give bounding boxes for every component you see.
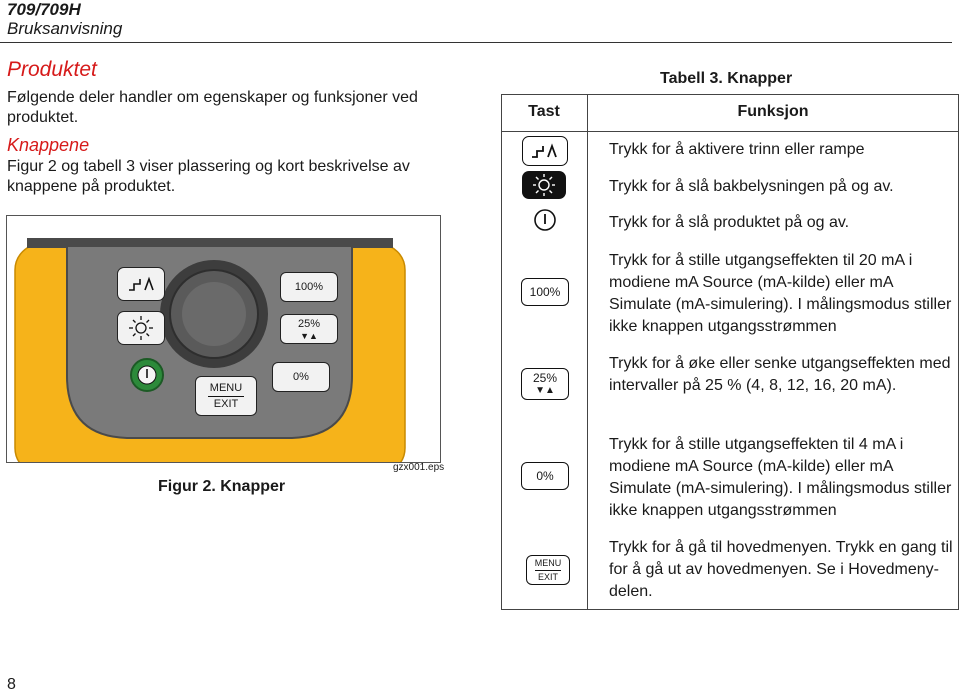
table-row-3-function: Trykk for å slå produktet på og av. [609,214,850,231]
column-header-function: Funksjon [737,103,809,120]
table-row-2-function: Trykk for å slå bakbelysningen på og av. [609,178,894,195]
table-row-5-function: Trykk for å øke eller senke utgangseffekten med intervaller på 25 % (4, 8, 12, 16, 20 mA). [609,355,951,394]
body-paragraph: Figur 2 og tabell 3 viser plassering og kort beskrivelse av knappene på produktet. [7,158,410,195]
step-ramp-icon [523,137,567,165]
table-key-step-ramp [522,136,568,166]
menu-label: MENU [209,382,243,394]
table-menu-divider [535,570,561,571]
table-key-100-label: 100% [529,285,561,299]
key-100-label: 100% [294,281,324,293]
table-row-4-function: Trykk for å stille utgangseffekten til 20 mA i modiene mA Source (mA-kilde) eller mA Simulate (mA-simulering). I målingsmodus stiller ikke knappen utgangsstrømmen [609,252,952,335]
table-key-power [533,208,557,232]
up-down-triangles-icon: ▼▲ [300,331,318,341]
table-menu-label: MENU [534,558,562,568]
figure-bottom-rule [6,462,441,463]
table-key-0-label: 0% [536,469,554,483]
table-key-backlight [522,171,566,199]
table-key-menu-exit [526,555,570,585]
table-key-25-label: 25% [532,371,558,385]
table-row-6-function: Trykk for å stille utgangseffekten til 4 mA i modiene mA Source (mA-kilde) eller mA Simulate (mA-simulering). I målingsmodus stiller ikke knappen utgangsstrømmen [609,436,952,519]
exit-label: EXIT [213,398,239,410]
power-icon [533,208,557,232]
key-25-percent[interactable] [280,314,338,344]
key-100-percent[interactable] [280,272,338,302]
step-ramp-icon [118,268,164,300]
table-column-rule [587,94,588,610]
document-title: 709/709H [7,0,81,19]
document-subtitle: Bruksanvisning [7,19,123,38]
table-key-100-percent [521,278,569,306]
subsection-heading: Knappene [7,135,90,155]
backlight-icon [118,312,164,344]
step-ramp-key[interactable] [117,267,165,301]
figure-caption: Figur 2. Knapper [158,478,286,495]
table-row-1-function: Trykk for å aktivere trinn eller rampe [609,141,865,158]
backlight-icon [522,171,566,199]
table-key-0-percent [521,462,569,490]
column-header-key: Tast [528,103,560,120]
power-icon [132,360,162,390]
table-exit-label: EXIT [537,572,558,582]
key-0-percent[interactable] [272,362,330,392]
up-down-triangles-icon: ▼▲ [535,385,555,396]
header-divider [0,42,952,43]
power-key[interactable] [130,358,164,392]
key-25-label: 25% [297,318,321,330]
table-key-25-percent [521,368,569,400]
backlight-key[interactable] [117,311,165,345]
section-heading: Produktet [7,58,97,81]
table-header-rule [501,131,959,132]
menu-exit-key[interactable] [195,376,257,416]
key-0-label: 0% [293,371,309,383]
figure-keypad [6,215,441,463]
table-row-7-function: Trykk for å gå til hovedmenyen. Trykk en gang til for å gå ut av hovedmenyen. Se i Hovedmeny-delen. [609,539,953,600]
figure-code: gzx001.eps [393,462,445,473]
intro-paragraph: Følgende deler handler om egenskaper og funksjoner ved produktet. [7,89,418,126]
page-number: 8 [7,676,16,693]
buttons-table [501,94,959,610]
table-title: Tabell 3. Knapper [660,70,793,87]
